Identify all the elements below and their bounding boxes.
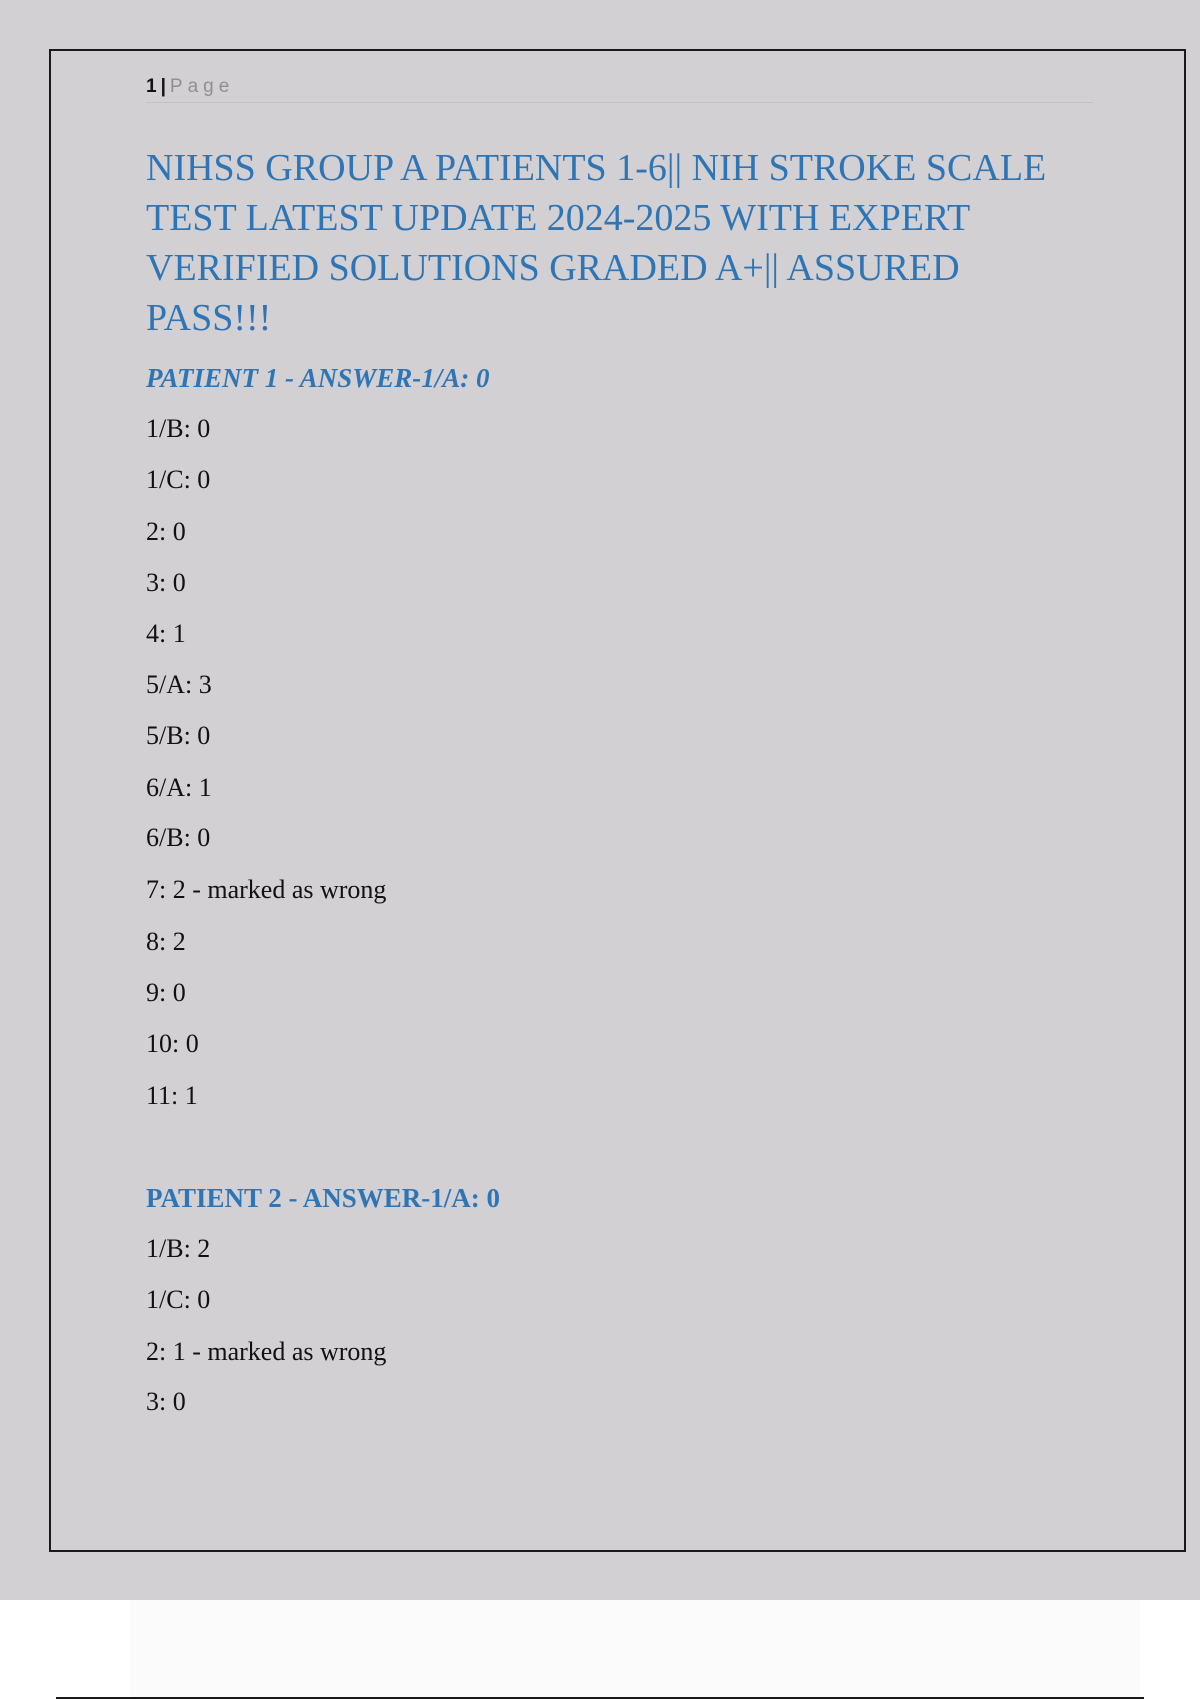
answer-line: 10: 0 [146,1029,199,1058]
document-title: NIHSS GROUP A PATIENTS 1-6|| NIH STROKE SCALE TEST LATEST UPDATE 2024-2025 WITH EXPERT VERIFIED SOLUTIONS GRADED A+|| ASSURED PASS!!! [146,147,1047,339]
patient-1-heading: PATIENT 1 - ANSWER-1/A: 0 [146,363,490,393]
next-page-area [130,1600,1140,1700]
patient-2-heading: PATIENT 2 - ANSWER-1/A: 0 [146,1183,501,1213]
answer-line: 2: 1 - marked as wrong [146,1337,387,1366]
answer-line: 5/A: 3 [146,670,212,699]
bottom-rule [56,1697,1144,1699]
page-number: 1 [146,76,157,97]
answer-line: 6/B: 0 [146,823,211,852]
answer-line: 5/B: 0 [146,721,211,750]
answer-line: 6/A: 1 [146,773,212,802]
answer-line: 1/B: 2 [146,1234,211,1263]
answer-line: 1/B: 0 [146,414,211,443]
answer-line: 1/C: 0 [146,1285,211,1314]
answer-line: 9: 0 [146,978,186,1007]
answer-line: 11: 1 [146,1081,198,1110]
page-label: Page [169,76,235,97]
answer-line: 3: 0 [146,1387,186,1416]
answer-line: 1/C: 0 [146,465,211,494]
header-separator: | [160,76,166,97]
answer-line: 7: 2 - marked as wrong [146,875,387,904]
answer-line: 2: 0 [146,517,186,546]
page-header [146,74,1093,103]
answer-line: 3: 0 [146,568,186,597]
answer-line: 8: 2 [146,927,186,956]
answer-line: 4: 1 [146,619,186,648]
